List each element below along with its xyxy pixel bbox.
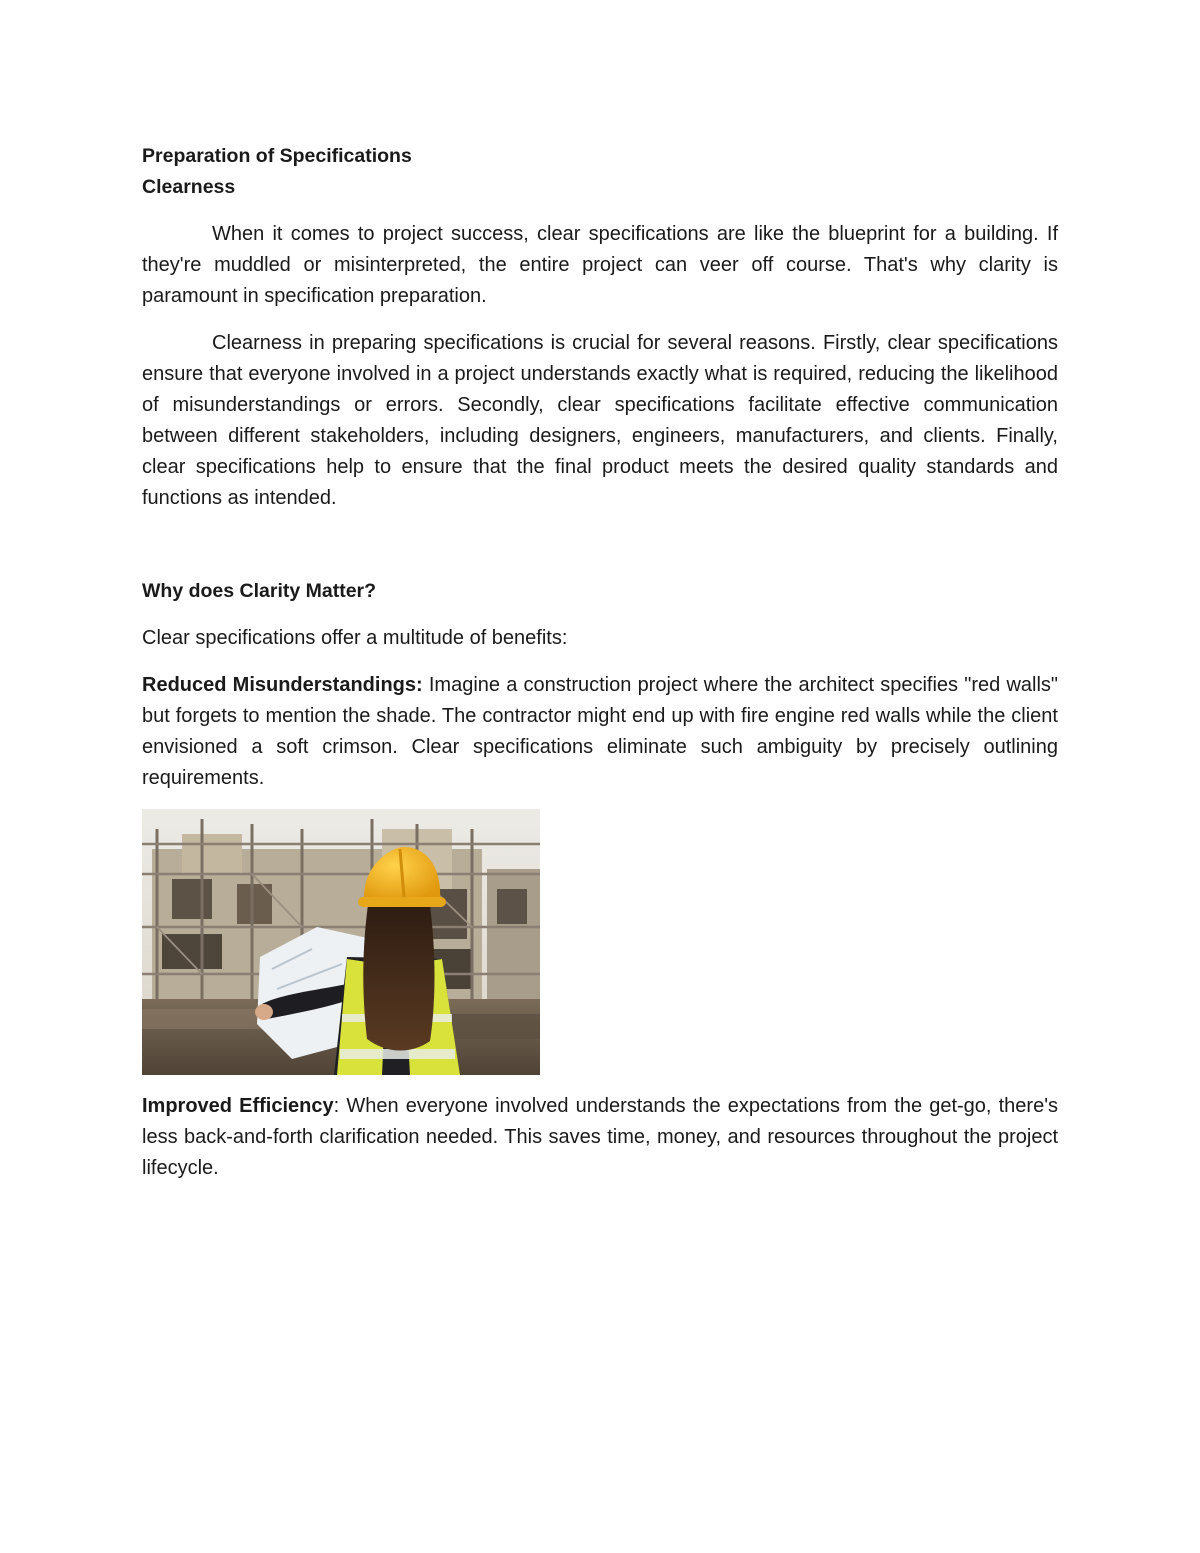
construction-worker-photo [142, 809, 540, 1075]
benefit-text-reduced-misunderstandings: Imagine a construction project where the architect specifies "red walls" but forgets to mention the shade. The contractor might end up with fire engine red walls while the client envisioned a soft crimson. Clear specifications eliminate such ambiguity by precisely outlining requirements. [142, 674, 1058, 789]
document-page [142, 141, 1058, 1184]
construction-site-illustration [142, 809, 540, 1075]
benefit-text-improved-efficiency: : When everyone involved understands the expectations from the get-go, there's less back-and-forth clarification needed. This saves time, money, and resources throughout the project lifecycle. [142, 1095, 1059, 1179]
benefit-label-reduced-misunderstandings: Reduced Misunderstandings: [142, 674, 423, 696]
document-title: Preparation of Specifications [142, 145, 412, 167]
paragraph-benefit-reduced-misunderstandings [142, 670, 1058, 794]
paragraph-benefits-intro: Clear specifications offer a multitude of benefits: [142, 627, 568, 649]
paragraph-benefit-improved-efficiency [142, 1091, 1058, 1184]
paragraph-clearness-reasons: Clearness in preparing specifications is crucial for several reasons. Firstly, clear specifications ensure that everyone involved in a project understands exactly what is required, reducing the likelihood of misunderstandings or errors. Secondly, clear specifications facilitate effective communication between different stakeholders, including designers, engineers, manufacturers, and clients. Finally, clear specifications help to ensure that the final product meets the desired quality standards and functions as intended. [142, 332, 1058, 509]
benefit-label-improved-efficiency: Improved Efficiency [142, 1095, 334, 1117]
section-heading-why-clarity: Why does Clarity Matter? [142, 580, 377, 602]
section-heading-clearness: Clearness [142, 176, 236, 198]
paragraph-intro: When it comes to project success, clear specifications are like the blueprint for a building. If they're muddled or misinterpreted, the entire project can veer off course. That's why clarity is paramount in specification preparation. [142, 223, 1058, 307]
